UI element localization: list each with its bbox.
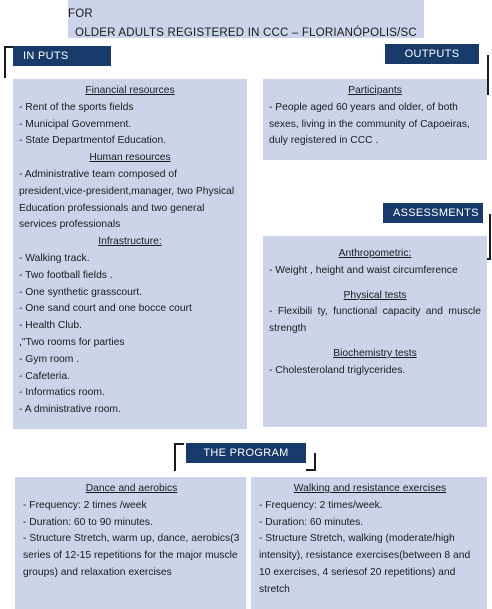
dance-item: - Structure Stretch, warm up, dance, aerobics(3 series of 12-15 repetitions for the major muscle groups) and relaxation exercises [23,533,240,578]
walking-item: - Structure Stretch, walking (moderate/high intensity), resistance exercises(between 8 and 10 exercises, 4 seriesof 20 repetitions) and stretch [259,533,471,595]
inputs-tag: IN PUTS [13,46,111,66]
infrastructure-item: ,"Two rooms for parties [19,336,125,348]
inputs-panel [13,79,247,429]
infrastructure-item: - Cafeteria. [19,370,70,382]
outputs-tag: OUTPUTS [385,44,479,64]
program-tag: THE PROGRAM [186,443,306,463]
assessments-panel [263,236,487,427]
dance-aerobics-heading: Dance and aerobics [85,483,178,494]
assessments-tag: ASSESSMENTS [383,203,483,223]
walking-resistance-heading: Walking and resistance exercises [293,483,447,494]
infrastructure-heading: Infrastructure: [98,236,162,248]
financial-resources-heading: Financial resources [85,85,175,96]
infrastructure-item: - One synthetic grasscourt. [19,286,143,298]
physical-tests-heading: Physical tests [343,289,407,301]
outputs-panel [263,79,487,160]
participants-heading: Participants [348,85,402,96]
walking-resistance-panel [251,477,487,609]
financial-item: - Rent of the sports fields [19,101,134,113]
walking-item: - Duration: 60 minutes. [259,516,364,528]
program-bracket-left [174,443,184,471]
anthropometric-text: - Weight , height and waist circumference [269,264,458,276]
infrastructure-item: - One sand court and one bocce court [19,303,192,315]
anthropometric-heading: Anthropometric: [338,248,412,259]
financial-item: - Municipal Government. [19,118,132,130]
diagram-title [68,0,424,38]
dance-item: - Frequency: 2 times /week [23,499,147,511]
infrastructure-item: - Informatics room. [19,387,105,399]
biochemistry-text: - Cholesteroland triglycerides. [269,364,406,376]
physical-tests-text: - Flexibili ty, functional capacity and muscle strength [269,306,481,335]
infrastructure-item: - Gym room . [19,353,80,365]
infrastructure-item: - Walking track. [19,252,90,264]
infrastructure-item: - Two football fields . [19,269,113,281]
human-resources-heading: Human resources [89,152,171,164]
dance-aerobics-panel [15,477,246,609]
program-bracket-right [306,453,316,471]
dance-item: - Duration: 60 to 90 minutes. [23,516,153,528]
title-line-2: OLDER ADULTS REGISTERED IN CCC – FLORIANÓPOLIS/SC [75,26,417,39]
infrastructure-item: - A dministrative room. [19,404,121,416]
human-resources-text: - Administrative team composed of president,vice-president,manager, two Physical Education professionals and two general services professionals [19,168,235,231]
title-line-1: FOR [68,7,93,20]
infrastructure-item: - Health Club. [19,320,82,332]
financial-item: - State Departmentof Education. [19,135,167,147]
biochemistry-heading: Biochemistry tests [333,347,417,359]
walking-item: - Frequency: 2 times/week. [259,499,383,511]
participants-text: - People aged 60 years and older, of both sexes, living in the community of Capoeiras, duly registered in CCC . [269,101,470,147]
